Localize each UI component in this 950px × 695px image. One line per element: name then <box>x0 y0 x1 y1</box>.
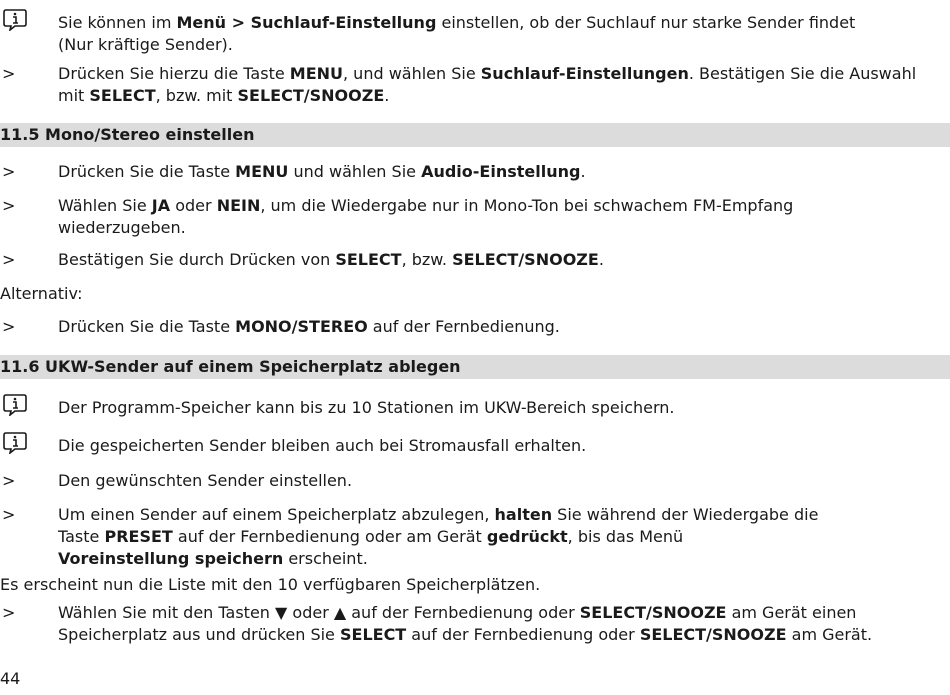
emphasis-term: SELECT/SNOOZE <box>579 603 727 622</box>
step-text: Bestätigen Sie durch Drücken von SELECT, bzw. SELECT/SNOOZE. <box>58 250 604 269</box>
step-marker: > <box>2 162 16 181</box>
emphasis-term: SELECT/SNOOZE <box>452 250 599 269</box>
emphasis-term: Audio-Einstellung <box>421 162 581 181</box>
step-text: Wählen Sie JA oder NEIN, um die Wiedergabe nur in Mono-Ton bei schwachem FM-Empfang wiederzugeben. <box>58 196 794 237</box>
step-text: Drücken Sie die Taste MENU und wählen Sie Audio-Einstellung. <box>58 162 586 181</box>
step-text: Drücken Sie die Taste MONO/STEREO auf der Fernbedienung. <box>58 317 560 336</box>
step-text: Um einen Sender auf einem Speicherplatz abzulegen, halten Sie während der Wiedergabe die Taste PRESET auf der Fernbedienung oder am Gerät gedrückt, bis das Menü Voreinstellung speichern erscheint. <box>58 505 819 568</box>
emphasis-term: gedrückt <box>486 527 568 546</box>
paragraph: Es erscheint nun die Liste mit den 10 verfügbaren Speicherplätzen. <box>0 575 541 594</box>
step-text: Den gewünschten Sender einstellen. <box>58 471 353 490</box>
emphasis-term: SELECT/SNOOZE <box>639 625 787 644</box>
info-icon <box>2 392 30 420</box>
step-text: Drücken Sie hierzu die Taste MENU, und wählen Sie Suchlauf-Einstellungen. Bestätigen Sie die Auswahl mit SELECT, bzw. mit SELECT/SNOOZE. <box>58 64 917 105</box>
emphasis-term: MENU <box>289 64 343 83</box>
emphasis-term: Menü > Suchlauf-Einstellung <box>176 13 437 32</box>
step-marker: > <box>2 603 16 622</box>
step-marker: > <box>2 196 16 215</box>
page-number: 44 <box>0 669 21 688</box>
emphasis-term: SELECT/SNOOZE <box>237 86 385 105</box>
info-icon <box>2 430 30 458</box>
emphasis-term: PRESET <box>104 527 173 546</box>
emphasis-term: SELECT <box>335 250 402 269</box>
step-text: Sie können im Menü > Suchlauf-Einstellung einstellen, ob der Suchlauf nur starke Sender findet (Nur kräftige Sender). <box>58 13 856 54</box>
step-marker: > <box>2 317 16 336</box>
emphasis-term: NEIN <box>216 196 261 215</box>
step-marker: > <box>2 505 16 524</box>
emphasis-term: Voreinstellung speichern <box>58 549 284 568</box>
emphasis-term: JA <box>151 196 171 215</box>
paragraph: Alternativ: <box>0 284 83 303</box>
section-heading: 11.5 Mono/Stereo einstellen <box>0 123 950 147</box>
step-marker: > <box>2 250 16 269</box>
section-heading: 11.6 UKW-Sender auf einem Speicherplatz ablegen <box>0 355 950 379</box>
emphasis-term: SELECT <box>339 625 407 644</box>
emphasis-term: SELECT <box>89 86 156 105</box>
emphasis-term: MONO/STEREO <box>235 317 368 336</box>
step-marker: > <box>2 471 16 490</box>
step-text: Wählen Sie mit den Tasten ▼ oder ▲ auf der Fernbedienung oder SELECT/SNOOZE am Gerät einen Speicherplatz aus und drücken Sie SELECT auf der Fernbedienung oder SELECT/SNOOZE am Gerät. <box>58 603 873 644</box>
step-text: Der Programm-Speicher kann bis zu 10 Stationen im UKW-Bereich speichern. <box>58 398 675 417</box>
emphasis-term: MENU <box>235 162 289 181</box>
info-icon <box>2 7 30 35</box>
step-marker: > <box>2 64 16 83</box>
step-text: Die gespeicherten Sender bleiben auch bei Stromausfall erhalten. <box>58 436 587 455</box>
emphasis-term: halten <box>494 505 553 524</box>
emphasis-term: Suchlauf-Einstellungen <box>480 64 689 83</box>
